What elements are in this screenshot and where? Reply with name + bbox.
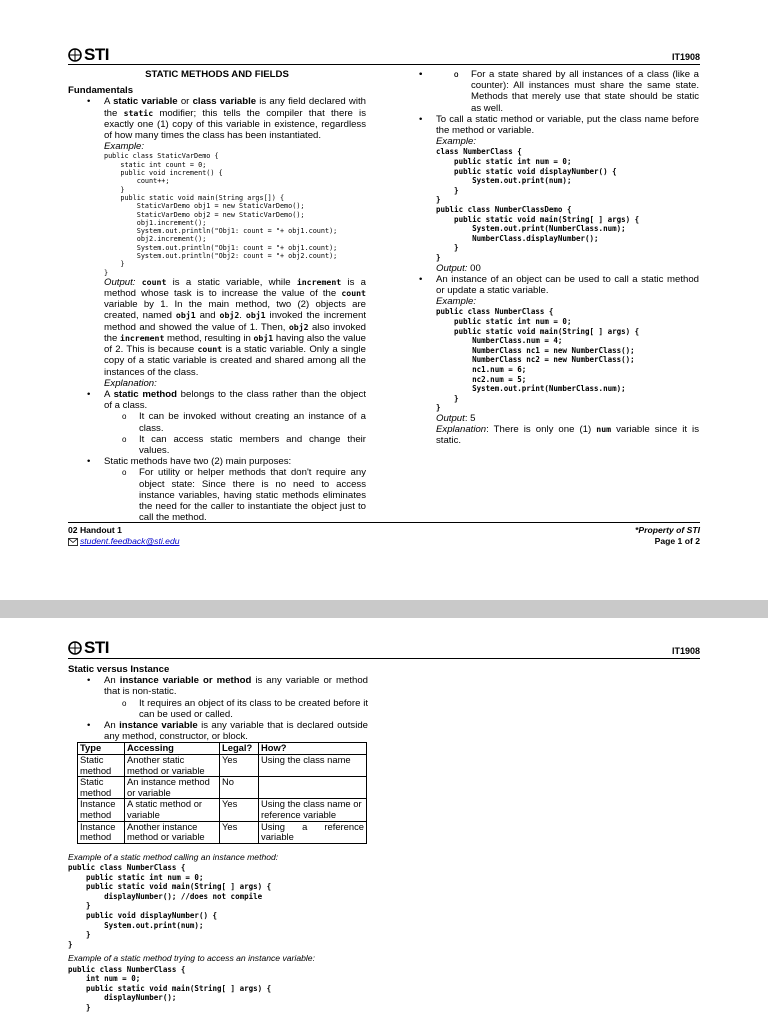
page2-column xyxy=(68,664,368,1012)
table-cell: Yes xyxy=(220,799,259,821)
sti-logo xyxy=(68,45,109,65)
table-cell: A static method or variable xyxy=(125,799,220,821)
bullet-purposes: • Static methods have two (2) main purposes: o For utility or helper methods that don't require any object state: Since there is no need to access instance variables, having static methods eliminates the need for the caller to instantiate the object just to call the method. xyxy=(104,456,366,523)
table-cell: An instance method or variable xyxy=(125,777,220,799)
table-row xyxy=(78,777,367,799)
bullet-instance-member: • An instance variable or method is any variable or method that is non-static. o It requires an object of its class to be created before it can be used or called. xyxy=(104,675,368,720)
footer-rule xyxy=(68,522,700,523)
bullet-instance-variable: • An instance variable is any variable that is declared outside any method, constructor, or block. xyxy=(104,720,368,742)
property-note: *Property of STI xyxy=(635,525,700,535)
section-heading: Fundamentals xyxy=(68,85,134,97)
output-line: Output: 00 xyxy=(436,262,481,274)
explanation-line: Explanation: There is only one (1) num variable since it is static. xyxy=(436,424,699,447)
access-rules-table xyxy=(77,742,367,843)
table-cell: Static method xyxy=(78,755,125,777)
table-cell: Instance method xyxy=(78,821,125,843)
continuation xyxy=(436,69,699,114)
example-label: Example: xyxy=(436,296,476,308)
example-caption: Example of a static method trying to access an instance variable: xyxy=(68,953,315,964)
page-number: Page 1 of 2 xyxy=(654,536,700,546)
table-cell: Another instance method or variable xyxy=(125,821,220,843)
header-rule xyxy=(68,64,700,65)
mail-icon xyxy=(68,538,78,546)
table-cell: Instance method xyxy=(78,799,125,821)
feedback-email-link[interactable]: student.feedback@sti.edu xyxy=(80,536,180,546)
table-header-row xyxy=(78,743,367,755)
sub-bullet: o It can be invoked without creating an instance of a class. xyxy=(139,411,366,433)
code-block-number-class-demo: class NumberClass { public static int num = 0; public static void displayNumber() { System.out.print(num); } } public class NumberClassDemo { public static void main(String[ ] args) { System.out.print(NumberClass.num); NumberClass.displayNumber(); } } xyxy=(436,147,640,262)
column-header: Type xyxy=(78,743,125,755)
bullet-static-method: • A static method belongs to the class rather than the object of a class. o It can be invoked without creating an instance of a class. o It can access static members and change their values. xyxy=(104,389,366,456)
right-column xyxy=(400,69,699,447)
table-cell: Yes xyxy=(220,755,259,777)
column-header: Legal? xyxy=(220,743,259,755)
table-row xyxy=(78,799,367,821)
table-row xyxy=(78,755,367,777)
course-code: IT1908 xyxy=(671,52,700,62)
code-block-static-calls-instance: public class NumberClass { public static int num = 0; public static void main(String[ ] args) { displayNumber(); //does not compile } public void displayNumber() { System.out.print(num); } } xyxy=(68,862,272,949)
handout-page-2 xyxy=(0,618,768,1024)
sub-bullet: o It requires an object of its class to be created before it can be used or called. xyxy=(139,698,368,720)
bullet-call-static: • To call a static method or variable, put the class name before the method or variable. Example: class NumberClass { public static int num = 0; public static void displayNumber() { System.out.print(num); } } public class NumberClassDemo { public static void main(String[ ] args) { System.out.print(NumberClass.num); NumberClass.displayNumber(); } } Output: 00 xyxy=(436,114,699,274)
section-heading: Static versus Instance xyxy=(68,664,170,675)
bullet-instance-call: • An instance of an object can be used to call a static method or update a static variable. Example: public class NumberClass { public static int num = 0; public static void main(String[ ] args) { NumberClass.num = 4; NumberClass nc1 = new NumberClass(); NumberClass nc2 = new NumberClass(); nc1.num = 6; nc2.num = 5; System.out.print(NumberClass.num); } } Output: 5 Explanation: There is only one (1) num variable since it is static. xyxy=(436,274,699,447)
table-cell: No xyxy=(220,777,259,799)
output-paragraph: Output: count is a static variable, while increment is a method whose task is to increase the value of the count variable by 1. In the main method, two (2) objects are created, named obj1 and obj2. obj1 invoked the increment method and showed the value of 1. Then, obj2 also invoked the increment method, resulting in obj1 having also the value of 2. This is because count is a static variable. Only a single copy of a static variable is created and shared among all the instances of the class. xyxy=(104,276,367,378)
example-label: Example: xyxy=(436,136,476,148)
table-cell: Using a reference variable xyxy=(259,821,367,843)
table-cell: Yes xyxy=(220,821,259,843)
example-caption: Example of a static method calling an instance method: xyxy=(68,851,279,862)
column-header: How? xyxy=(259,743,367,755)
sub-bullet-shared-state: o • For a state shared by all instances of a class (like a counter): All instances must share the same state. Methods that merely use that state should be static as well. xyxy=(471,69,699,114)
footer-right xyxy=(635,525,700,547)
course-code: IT1908 xyxy=(671,646,700,656)
table-cell: Using the class name or reference variable xyxy=(259,799,367,821)
brand-name: STI xyxy=(84,45,109,64)
column-header: Accessing xyxy=(125,743,220,755)
table-cell: Static method xyxy=(78,777,125,799)
example-label: Example: xyxy=(104,141,144,153)
brand-name: STI xyxy=(84,638,109,657)
sub-bullet-utility: o For utility or helper methods that don't require any object state: Since there is no need to access instance variables, having static methods eliminates the need for the caller to instantiate the object just to call the method. xyxy=(139,467,366,523)
code-block-number-class: public class NumberClass { public static int num = 0; public static void main(String[ ] args) { NumberClass.num = 4; NumberClass nc1 = new NumberClass(); NumberClass nc2 = new NumberClass(); nc1.num = 6; nc2.num = 5; System.out.print(NumberClass.num); } } xyxy=(436,307,640,413)
header-rule xyxy=(68,658,700,659)
table-cell: Using the class name xyxy=(259,755,367,777)
table-row xyxy=(78,821,367,843)
code-block-static-var-demo: public class StaticVarDemo { static int count = 0; public void increment() { count++; } public static void main(String args[]) { StaticVarDemo obj1 = new StaticVarDemo(); StaticVarDemo obj2 = new StaticVarDemo(); obj1.increment(); System.out.println("Obj1: count = "+ obj1.count); obj2.increment(); System.out.println("Obj1: count = "+ obj1.count); System.out.println("Obj2: count = "+ obj2.count); } } xyxy=(104,152,338,277)
bullet-static-variable: • A static variable or class variable is any field declared with the static modifier; this tells the compiler that there is exactly one (1) copy of this variable in existence, regardless of how many times the class has been instantiated. Example: public class StaticVarDemo { static int count = 0; public void increment() { count++; } public static void main(String args[]) { StaticVarDemo obj1 = new StaticVarDemo(); StaticVarDemo obj2 = new StaticVarDemo(); obj1.increment(); System.out.println("Obj1: count = "+ obj1.count); obj2.increment(); System.out.println("Obj1: count = "+ obj1.count); System.out.println("Obj2: count = "+ obj2.count); } } Output: count is a static variable, while increment is a method whose task is to increase the value of the count variable by 1. In the main method, two (2) objects are created, named obj1 and obj2. obj1 invoked the increment method and showed the value of 1. Then, obj2 also invoked the increment method, resulting in obj1 having also the value of 2. This is because count is a static variable. Only a single copy of a static variable is created and shared among all the instances of the class. Explanation: xyxy=(104,96,366,389)
sti-globe-icon xyxy=(68,641,82,655)
table-cell: Another static method or variable xyxy=(125,755,220,777)
footer-left xyxy=(68,525,180,547)
sub-bullet: o It can access static members and change their values. xyxy=(139,434,366,456)
output-line: Output: 5 xyxy=(436,412,476,424)
page-title: STATIC METHODS AND FIELDS xyxy=(145,69,289,80)
sti-globe-icon xyxy=(68,48,82,62)
left-column xyxy=(68,69,366,523)
explanation-label: Explanation: xyxy=(104,377,157,389)
code-block-static-accesses-instance-var: public class NumberClass { int num = 0; public static void main(String[ ] args) { displayNumber(); } xyxy=(68,964,272,1012)
handout-number: 02 Handout 1 xyxy=(68,525,122,535)
sti-logo xyxy=(68,638,109,658)
table-cell xyxy=(259,777,367,799)
